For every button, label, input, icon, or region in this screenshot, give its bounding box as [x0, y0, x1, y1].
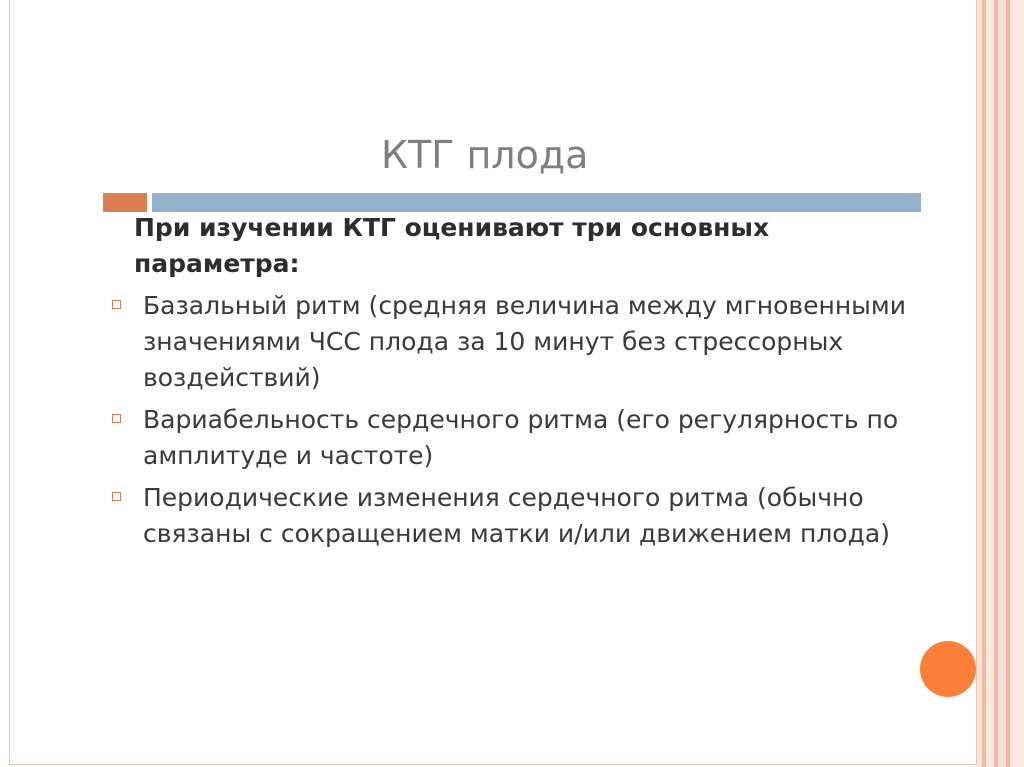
decorative-stripe	[998, 0, 1006, 767]
bullet-item	[103, 402, 921, 474]
orange-circle-icon	[920, 641, 976, 697]
bullet-item	[103, 480, 921, 552]
square-bullet-icon	[112, 492, 121, 501]
bullet-item	[103, 288, 921, 396]
intro-text: При изучении КТГ оценивают три основных параметра:	[134, 213, 770, 278]
bullet-text: Периодические изменения сердечного ритма (обычно связаны с сокращением матки и/или движением плода)	[143, 483, 890, 548]
decorative-stripe	[986, 0, 994, 767]
slide-title: КТГ плода	[381, 133, 589, 177]
bullet-text: Вариабельность сердечного ритма (его регулярность по амплитуде и частоте)	[143, 405, 899, 470]
bullet-text: Базальный ритм (средняя величина между мгновенными значениями ЧСС плода за 10 минут без стрессорных воздействий)	[143, 291, 907, 392]
square-bullet-icon	[112, 414, 121, 423]
slide-body	[103, 210, 921, 552]
square-bullet-icon	[112, 300, 121, 309]
decorative-stripe	[1010, 0, 1024, 767]
